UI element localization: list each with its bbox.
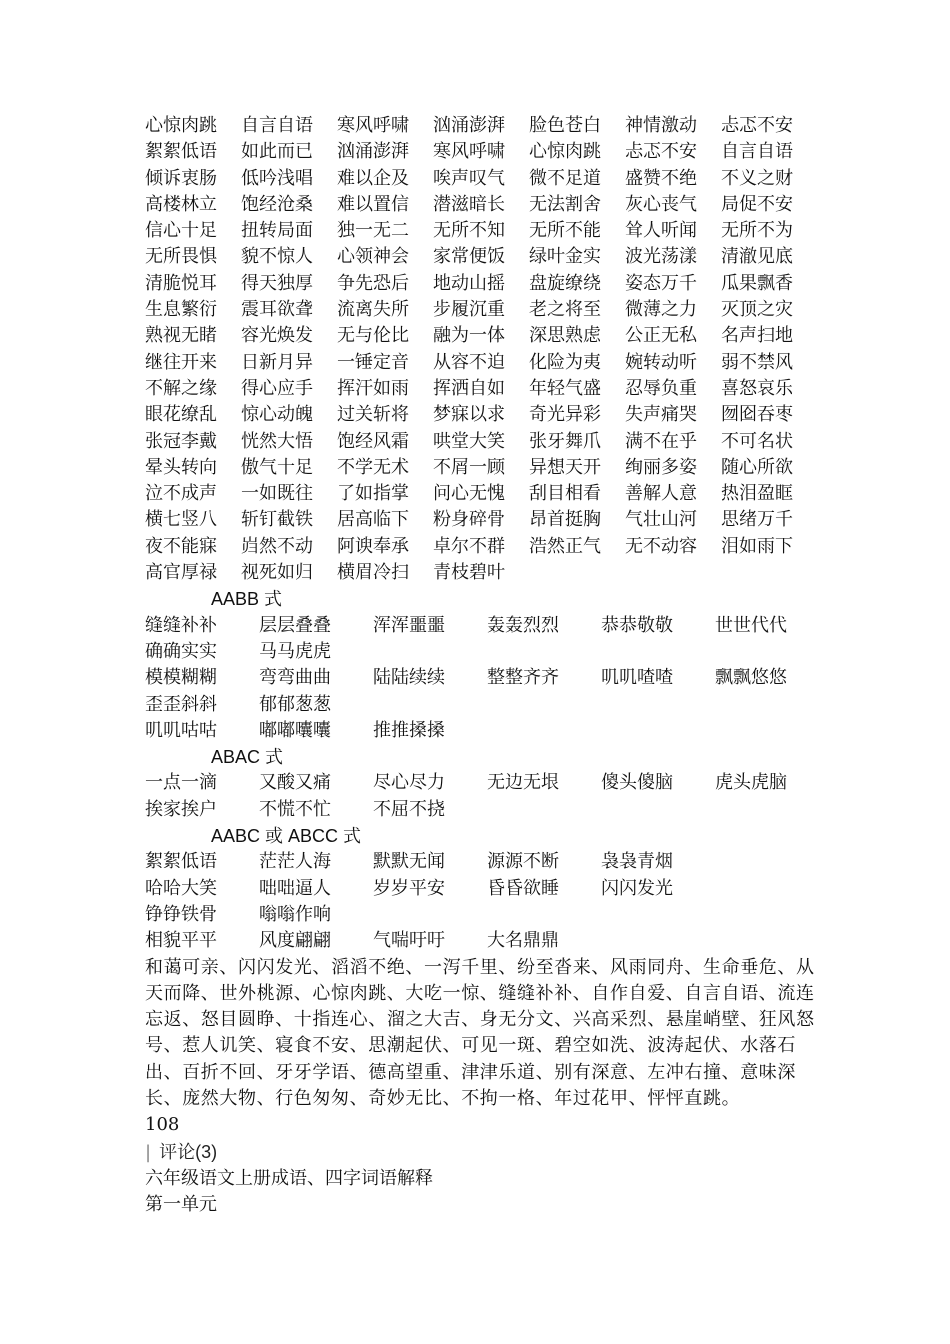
idiom-cell: 青枝碧叶 [433, 562, 505, 584]
idiom-cell: 心惊肉跳 [529, 141, 601, 163]
idiom-cell: 不学无术 [337, 456, 409, 478]
idiom-cell: 流离失所 [337, 299, 409, 321]
section-idiom: 弯弯曲曲 [259, 667, 331, 689]
idiom-grid-row [145, 534, 815, 560]
section-idiom: 铮铮铁骨 [145, 903, 217, 925]
idiom-cell: 恍然大悟 [241, 430, 313, 452]
idiom-cell: 横七竖八 [145, 509, 217, 531]
page-count: 108 [145, 1114, 180, 1136]
idiom-cell: 居高临下 [337, 509, 409, 531]
section-row [145, 876, 815, 902]
idiom-grid-row [145, 481, 815, 507]
idiom-cell: 自言自语 [721, 141, 793, 163]
idiom-grid-row [145, 271, 815, 297]
section-idiom: 闪闪发光 [601, 877, 673, 899]
idiom-cell: 一锤定音 [337, 351, 409, 373]
section-idiom: 轰轰烈烈 [487, 614, 559, 636]
section-idiom: 袅袅青烟 [601, 851, 673, 873]
idiom-cell: 岿然不动 [241, 535, 313, 557]
idiom-cell: 盛赞不绝 [625, 167, 697, 189]
idiom-cell: 浩然正气 [529, 535, 601, 557]
idiom-cell: 了如指掌 [337, 483, 409, 505]
idiom-cell: 心领神会 [337, 246, 409, 268]
section-row [145, 718, 815, 744]
idiom-cell: 眼花缭乱 [145, 404, 217, 426]
section-idiom: 哈哈大笑 [145, 877, 217, 899]
section-idiom: 确确实实 [145, 640, 217, 662]
idiom-cell [721, 560, 801, 586]
idiom-grid-row [145, 218, 815, 244]
idiom-grid-row [145, 429, 815, 455]
idiom-cell: 过关斩将 [337, 404, 409, 426]
idiom-cell: 不解之缘 [145, 377, 217, 399]
idiom-cell [625, 560, 721, 586]
idiom-cell: 热泪盈眶 [721, 483, 793, 505]
idiom-cell: 不可名状 [721, 430, 793, 452]
idiom-cell: 心惊肉跳 [145, 115, 217, 136]
section-idiom: 层层叠叠 [259, 614, 331, 636]
idiom-cell: 貌不惊人 [241, 246, 313, 268]
idiom-cell: 寒风呼啸 [337, 115, 409, 136]
idiom-cell: 挥洒自如 [433, 377, 505, 399]
idiom-cell: 盘旋缭绕 [529, 272, 601, 294]
idiom-cell: 倾诉衷肠 [145, 167, 217, 189]
section-idiom: 岁岁平安 [373, 877, 445, 899]
idiom-cell: 无不动容 [625, 535, 697, 557]
idiom-cell: 步履沉重 [433, 299, 505, 321]
section-heading: AABC 或 ABCC 式 [211, 826, 362, 847]
idiom-paragraph: 和蔼可亲、闪闪发光、滔滔不绝、一泻千里、纷至沓来、风雨同舟、生命垂危、从天而降、世外桃源、心惊肉跳、大吃一惊、缝缝补补、自作自爱、自言自语、流连忘返、怒目圆睁、十指连心、溜之大吉、身无分文、兴高采烈、悬崖峭壁、狂风怒号、惹人讥笑、寝食不安、思潮起伏、可见一斑、碧空如洗、波涛起伏、水落石出、百折不回、牙牙学语、德高望重、津津乐道、别有深意、左冲右撞、意味深长、庞然大物、行色匆匆、奇妙无比、不拘一格、年过花甲、怦怦直跳。 [145, 956, 815, 1109]
idiom-cell: 粉身碎骨 [433, 509, 505, 531]
idiom-cell: 饱经沧桑 [241, 193, 313, 215]
idiom-cell: 忐忑不安 [625, 141, 697, 163]
section-idiom: 嗡嗡作响 [259, 903, 331, 925]
section-idiom: 模模糊糊 [145, 667, 217, 689]
idiom-cell: 泪如雨下 [721, 535, 793, 557]
idiom-cell: 奇光异彩 [529, 404, 601, 426]
idiom-cell: 绿叶金实 [529, 246, 601, 268]
section-row [145, 770, 815, 796]
idiom-cell: 如此而已 [241, 141, 313, 163]
idiom-cell: 饱经风霜 [337, 430, 409, 452]
section-idiom: 不屈不挠 [373, 798, 445, 820]
idiom-cell: 无所不能 [529, 220, 601, 242]
idiom-sections [145, 586, 815, 954]
idiom-grid-row [145, 166, 815, 192]
section-idiom: 马马虎虎 [259, 640, 331, 662]
idiom-cell: 清澈见底 [721, 246, 793, 268]
idiom-cell: 气壮山河 [625, 509, 697, 531]
section-idiom: 世世代代 [715, 614, 787, 636]
section-row [145, 928, 815, 954]
idiom-cell: 潜滋暗长 [433, 193, 505, 215]
section-idiom: 恭恭敬敬 [601, 614, 673, 636]
idiom-cell: 波光荡漾 [625, 246, 697, 268]
section-idiom: 又酸又痛 [259, 772, 331, 794]
idiom-grid-row [145, 323, 815, 349]
idiom-cell: 灰心丧气 [625, 193, 697, 215]
idiom-cell: 高楼林立 [145, 193, 217, 215]
idiom-cell: 横眉冷扫 [337, 562, 409, 584]
idiom-cell: 傲气十足 [241, 456, 313, 478]
idiom-cell: 争先恐后 [337, 272, 409, 294]
idiom-cell: 姿态万千 [625, 272, 697, 294]
idiom-grid-row [145, 244, 815, 270]
idiom-cell: 善解人意 [625, 483, 697, 505]
section-row [145, 849, 815, 875]
idiom-grid-row [145, 455, 815, 481]
idiom-cell: 挥汗如雨 [337, 377, 409, 399]
idiom-cell: 难以企及 [337, 167, 409, 189]
section-idiom: 气喘吁吁 [373, 930, 445, 952]
section-row [145, 613, 815, 639]
idiom-cell: 囫囵吞枣 [721, 404, 793, 426]
section-row [145, 665, 815, 691]
idiom-cell: 得心应手 [241, 377, 313, 399]
idiom-cell: 不义之财 [721, 167, 793, 189]
idiom-cell: 局促不安 [721, 193, 793, 215]
idiom-cell: 梦寐以求 [433, 404, 505, 426]
idiom-cell: 老之将至 [529, 299, 601, 321]
section-idiom: 叽叽喳喳 [601, 667, 673, 689]
idiom-cell: 无与伦比 [337, 325, 409, 347]
section-idiom: 相貌平平 [145, 930, 217, 952]
section-idiom: 茫茫人海 [259, 851, 331, 873]
unit-heading: 第一单元 [145, 1194, 217, 1216]
idiom-cell: 绚丽多姿 [625, 456, 697, 478]
idiom-cell [529, 560, 625, 586]
section-idiom: 飘飘悠悠 [715, 667, 787, 689]
idiom-grid-row [145, 376, 815, 402]
idiom-grid-row [145, 402, 815, 428]
idiom-cell: 容光焕发 [241, 325, 313, 347]
idiom-cell: 汹涌澎湃 [433, 115, 505, 136]
section-idiom: 咄咄逼人 [259, 877, 331, 899]
section-idiom: 尽心尽力 [373, 772, 445, 794]
idiom-cell: 生息繁衍 [145, 299, 217, 321]
idiom-cell: 灭顶之灾 [721, 299, 793, 321]
idiom-cell: 自言自语 [241, 115, 313, 136]
idiom-cell: 年轻气盛 [529, 377, 601, 399]
idiom-cell: 继往开来 [145, 351, 217, 373]
section-idiom: 虎头虎脑 [715, 772, 787, 794]
idiom-cell: 喜怒哀乐 [721, 377, 793, 399]
idiom-cell: 弱不禁风 [721, 351, 793, 373]
idiom-cell: 思绪万千 [721, 509, 793, 531]
idiom-cell: 昂首挺胸 [529, 509, 601, 531]
idiom-cell: 张冠李戴 [145, 430, 217, 452]
idiom-cell: 卓尔不群 [433, 535, 505, 557]
idiom-cell: 汹涌澎湃 [337, 141, 409, 163]
idiom-cell: 泣不成声 [145, 483, 217, 505]
section-idiom: 不慌不忙 [259, 798, 331, 820]
section-idiom: 挨家挨户 [145, 798, 217, 820]
idiom-grid-row [145, 507, 815, 533]
idiom-cell: 异想天开 [529, 456, 601, 478]
idiom-cell: 低吟浅唱 [241, 167, 313, 189]
idiom-cell: 日新月异 [241, 351, 313, 373]
idiom-cell: 高官厚禄 [145, 562, 217, 584]
comment-link[interactable] [145, 1139, 815, 1166]
idiom-cell: 张牙舞爪 [529, 430, 601, 452]
section-idiom: 源源不断 [487, 851, 559, 873]
idiom-cell: 微不足道 [529, 167, 601, 189]
idiom-cell: 寒风呼啸 [433, 141, 505, 163]
section-row [145, 639, 815, 665]
idiom-cell: 无所不为 [721, 220, 793, 242]
idiom-cell: 得天独厚 [241, 272, 313, 294]
idiom-cell: 夜不能寐 [145, 535, 217, 557]
idiom-cell: 不屑一顾 [433, 456, 505, 478]
idiom-grid-row [145, 139, 815, 165]
section-idiom: 絮絮低语 [145, 851, 217, 873]
idiom-cell: 斩钉截铁 [241, 509, 313, 531]
idiom-cell: 视死如归 [241, 562, 313, 584]
section-row [145, 797, 815, 823]
idiom-cell: 忍辱负重 [625, 377, 697, 399]
idiom-cell: 唉声叹气 [433, 167, 505, 189]
document-title: 六年级语文上册成语、四字词语解释 [145, 1167, 433, 1189]
idiom-grid-row [145, 297, 815, 323]
section-idiom: 默默无闻 [373, 851, 445, 873]
idiom-cell: 阿谀奉承 [337, 535, 409, 557]
section-heading: AABB 式 [211, 589, 283, 610]
idiom-cell: 无所不知 [433, 220, 505, 242]
section-idiom: 昏昏欲睡 [487, 877, 559, 899]
section-idiom: 缝缝补补 [145, 614, 217, 636]
idiom-grid-row [145, 350, 815, 376]
idiom-cell: 刮目相看 [529, 483, 601, 505]
divider-bar: | [145, 1141, 152, 1163]
idiom-cell: 满不在乎 [625, 430, 697, 452]
section-idiom: 郁郁葱葱 [259, 693, 331, 715]
idiom-cell: 化险为夷 [529, 351, 601, 373]
section-idiom: 一点一滴 [145, 772, 217, 794]
idiom-cell: 震耳欲聋 [241, 299, 313, 321]
section-idiom: 浑浑噩噩 [373, 614, 445, 636]
idiom-grid-row [145, 560, 815, 586]
idiom-cell: 脸色苍白 [529, 115, 601, 136]
section-idiom: 陆陆续续 [373, 667, 445, 689]
idiom-cell: 瓜果飘香 [721, 272, 793, 294]
idiom-grid-row [145, 192, 815, 218]
idiom-cell: 地动山摇 [433, 272, 505, 294]
idiom-cell: 独一无二 [337, 220, 409, 242]
idiom-cell: 絮絮低语 [145, 141, 217, 163]
idiom-grid [145, 113, 815, 586]
idiom-cell: 问心无愧 [433, 483, 505, 505]
idiom-cell: 难以置信 [337, 193, 409, 215]
idiom-cell: 无所畏惧 [145, 246, 217, 268]
section-idiom: 嘟嘟囔囔 [259, 719, 331, 741]
idiom-cell: 无法割舍 [529, 193, 601, 215]
idiom-cell: 扭转局面 [241, 220, 313, 242]
idiom-cell: 哄堂大笑 [433, 430, 505, 452]
idiom-cell: 一如既往 [241, 483, 313, 505]
idiom-cell: 婉转动听 [625, 351, 697, 373]
idiom-cell: 家常便饭 [433, 246, 505, 268]
idiom-cell: 清脆悦耳 [145, 272, 217, 294]
idiom-cell: 神情激动 [625, 115, 697, 136]
idiom-cell: 失声痛哭 [625, 404, 697, 426]
idiom-cell: 随心所欲 [721, 456, 793, 478]
idiom-cell: 熟视无睹 [145, 325, 217, 347]
idiom-cell: 微薄之力 [625, 299, 697, 321]
idiom-cell: 耸人听闻 [625, 220, 697, 242]
idiom-cell: 深思熟虑 [529, 325, 601, 347]
idiom-cell: 晕头转向 [145, 456, 217, 478]
comment-label: 评论(3) [159, 1141, 218, 1162]
section-idiom: 风度翩翩 [259, 930, 331, 952]
section-idiom: 傻头傻脑 [601, 772, 673, 794]
document-page [145, 113, 815, 1218]
idiom-cell: 公正无私 [625, 325, 697, 347]
section-idiom: 无边无垠 [487, 772, 559, 794]
idiom-cell: 信心十足 [145, 220, 217, 242]
section-idiom: 大名鼎鼎 [487, 930, 559, 952]
section-row [145, 692, 815, 718]
section-idiom: 整整齐齐 [487, 667, 559, 689]
section-idiom: 推推搡搡 [373, 719, 445, 741]
section-idiom: 歪歪斜斜 [145, 693, 217, 715]
idiom-cell: 惊心动魄 [241, 404, 313, 426]
idiom-cell: 融为一体 [433, 325, 505, 347]
idiom-cell: 从容不迫 [433, 351, 505, 373]
idiom-cell: 名声扫地 [721, 325, 793, 347]
section-row [145, 902, 815, 928]
idiom-cell: 忐忑不安 [721, 115, 793, 136]
section-idiom: 叽叽咕咕 [145, 719, 217, 741]
section-heading: ABAC 式 [211, 747, 284, 768]
idiom-grid-row [145, 113, 815, 139]
